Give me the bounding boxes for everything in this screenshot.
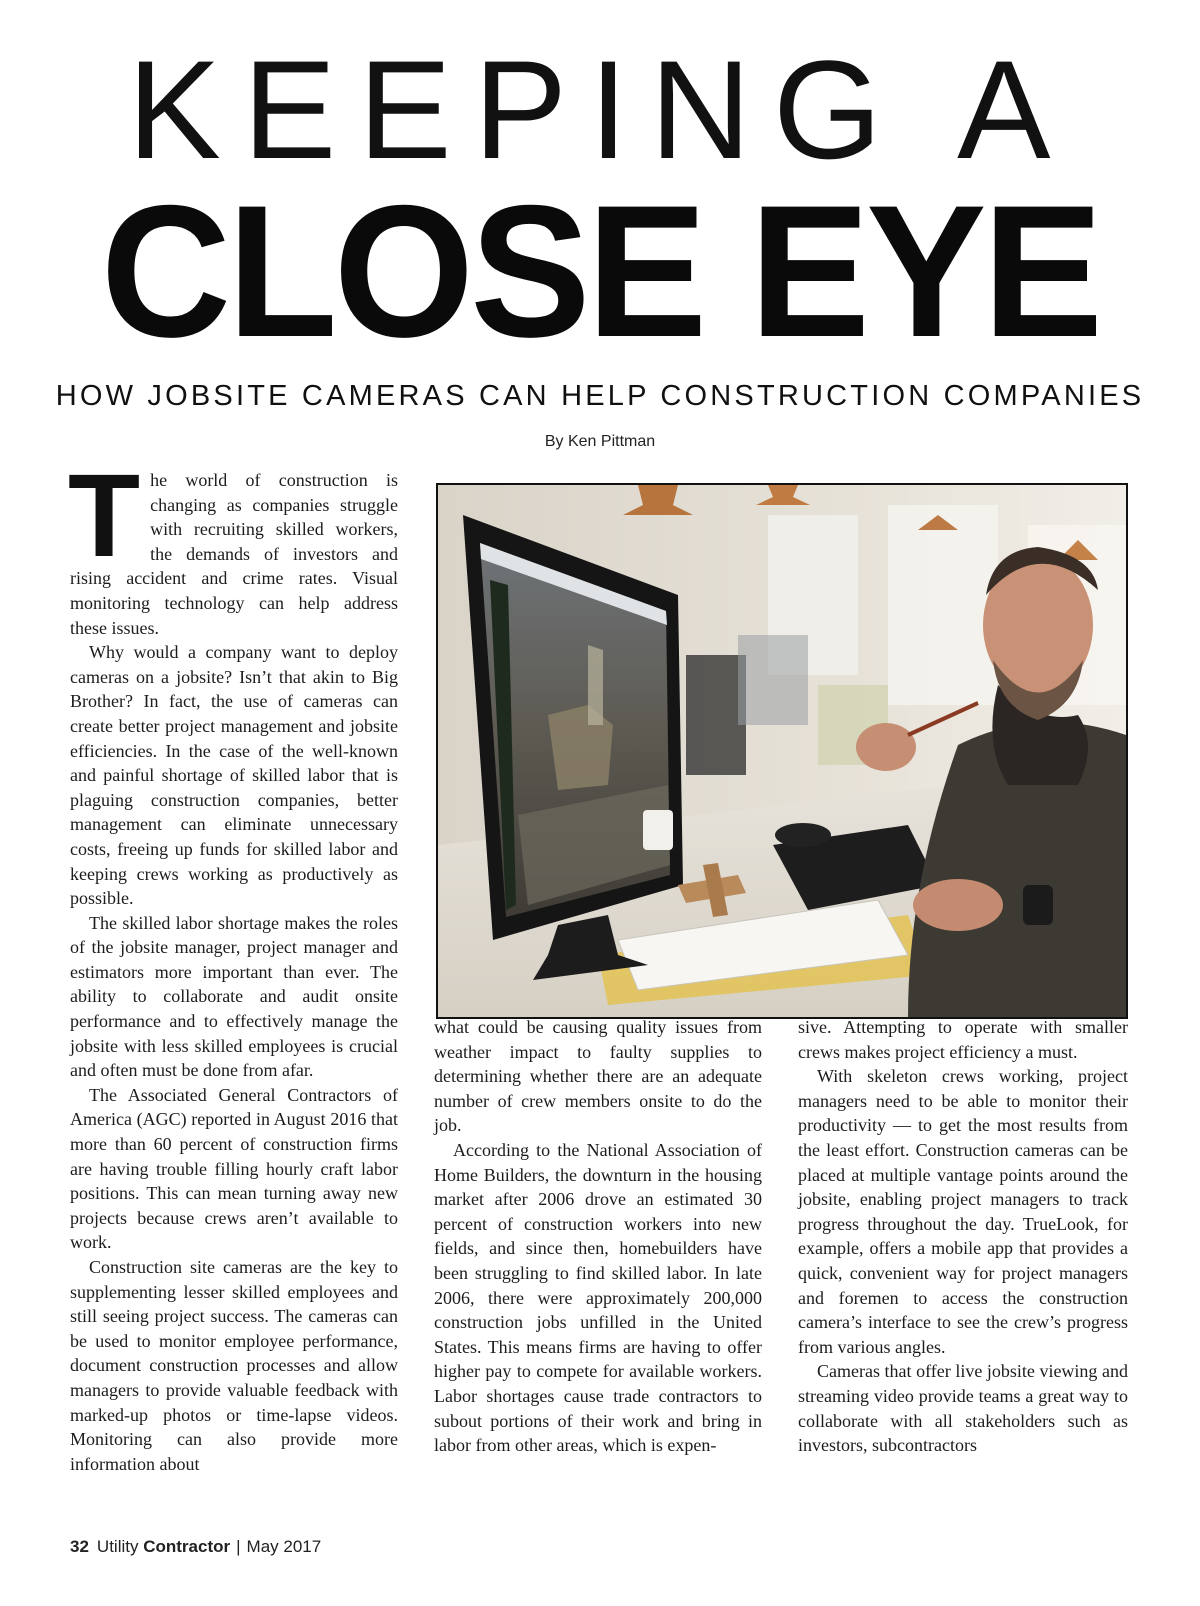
- publication-name-part-2: Contractor: [143, 1537, 231, 1556]
- drop-cap: T: [68, 450, 141, 582]
- paragraph: sive. Attempting to operate with smaller crews makes project efficiency a must.: [798, 1017, 1128, 1062]
- paragraph: The Associated General Contractors of America (AGC) reported in August 2016 that more than 60 percent of construction firms are having trouble filling hourly craft labor positions. This can mean turning away new projects because crews aren’t available to work.: [70, 1084, 398, 1253]
- paragraph: With skeleton crews working, project managers need to be able to monitor their productivity — to get the most results from the least effort. Construction cameras can be placed at multiple vantage points around the jobsite, enabling project managers to track progress throughout the day. TrueLook, for example, offers a mobile app that provides a quick, convenient way for project managers and foremen to access the construction camera’s interface to see the crew’s progress from various angles.: [798, 1066, 1128, 1357]
- publication-name-part-1: Utility: [96, 1537, 139, 1556]
- paragraph: According to the National Association of Home Builders, the downturn in the housing market after 2006 drove an estimated 30 percent of construction workers into new fields, and since then, homebuilders have been struggling to find skilled labor. In late 2006, there were approximately 200,000 construction jobs unfilled in the United States. This means firms are having to offer higher pay to compete for available workers. Labor shortages cause trade contractors to subout portions of their work and bring in labor from other areas, which is expen-: [434, 1139, 762, 1456]
- paragraph: The skilled labor shortage makes the roles of the jobsite manager, project manager and estimators more important than ever. The ability to collaborate and audit onsite performance and to effectively manage the jobsite with less skilled employees is crucial and often must be done from afar.: [70, 912, 398, 1081]
- paragraph: Cameras that offer live jobsite viewing and streaming video provide teams a great way to collaborate with all stakeholders such as investors, subcontractors: [798, 1361, 1128, 1456]
- issue-date: May 2017: [246, 1537, 322, 1556]
- paragraph-1: The world of construction is changing as companies struggle with recruiting skilled workers, the demands of investors and rising accident and crime rates. Visual monitoring technology can help address these issues.: [68, 450, 398, 638]
- page-footer: [70, 1534, 321, 1560]
- footer-separator: |: [236, 1537, 241, 1556]
- paragraph: Construction site cameras are the key to supplementing lesser skilled employees and still seeing project success. The cameras can be used to monitor employee performance, document construction processes and allow managers to provide valuable feedback with marked-up photos or time-lapse videos. Monitoring can also provide more information about: [70, 1257, 398, 1474]
- subtitle: HOW JOBSITE CAMERAS CAN HELP CONSTRUCTION COMPANIES: [55, 380, 1145, 412]
- article-column-1: [68, 450, 398, 1478]
- headline-line-1: KEEPING A: [127, 31, 1073, 188]
- article-column-3: [798, 1015, 1128, 1485]
- headline-line-2: CLOSE EYE: [100, 166, 1100, 376]
- article-photo: [436, 483, 1128, 1019]
- paragraph: what could be causing quality issues from weather impact to faulty supplies to determining whether there are an adequate number of crew members onsite to do the job.: [434, 1017, 762, 1136]
- paragraph: Why would a company want to deploy cameras on a jobsite? Isn’t that akin to Big Brother? In fact, the use of cameras can create better project management and jobsite efficiencies. In the case of the well-known and painful shortage of skilled labor that is plaguing construction companies, better management can eliminate unnecessary costs, freeing up funds for skilled labor and keeping crews working as productively as possible.: [70, 642, 398, 909]
- page-number: 32: [70, 1537, 89, 1556]
- article-column-2: [434, 1015, 762, 1485]
- byline: By Ken Pittman: [544, 433, 656, 450]
